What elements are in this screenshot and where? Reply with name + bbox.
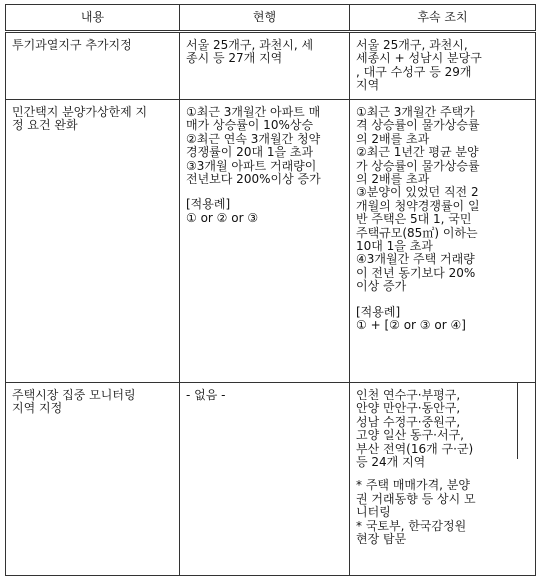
cell-line: 주택시장 집중 모니터링: [12, 388, 136, 402]
cell-line: 등 24개 지역: [356, 455, 426, 470]
cell-line: ④3개월간 주택 거래량: [356, 252, 475, 267]
cell-line: 성남 수정구·중원구,: [356, 414, 461, 429]
cell-line: 주택규모(85㎡) 이하는: [356, 225, 478, 240]
cell-line: 지역: [356, 78, 380, 93]
cell-line: 의 2배를 초과: [356, 131, 430, 146]
current-cell: [180, 32, 350, 100]
cell-line: 이상 증가: [356, 279, 407, 294]
table-row: [6, 32, 536, 100]
cell-line: 10대 1을 초과: [356, 239, 433, 254]
cell-line: ②최근 연속 3개월간 청약: [186, 131, 321, 146]
example-label: [적용례]: [186, 197, 231, 212]
notes-block: [356, 479, 529, 546]
spacer: [356, 294, 529, 306]
cell-line: 부산 전역(16개 구·군): [356, 441, 474, 456]
policy-table: [5, 4, 536, 576]
current-cell: [180, 383, 350, 576]
header-content: 내용: [6, 5, 180, 32]
cell-line: 안양 만안구·동안구,: [356, 401, 461, 416]
cell-line: 가 상승률이 물가상승률: [356, 158, 480, 173]
table-row: [6, 100, 536, 383]
note-line: * 국토부, 한국감정원: [356, 518, 467, 533]
followup-cell: [350, 32, 536, 100]
followup-cell: [350, 383, 536, 576]
cell-line: 전년보다 200%이상 증가: [186, 172, 321, 187]
cell-line: 격 상승률이 물가상승률: [356, 118, 480, 133]
region-bracket-line: [517, 383, 518, 459]
cell-line: 경쟁률이 20대 1을 초과: [186, 145, 314, 160]
cell-line: ①최근 3개월간 아파트 매: [186, 105, 321, 119]
note-line: 권 거래동향 등 상시 모: [356, 491, 476, 506]
example-rule: ① or ② or ③: [186, 210, 259, 225]
followup-cell: [350, 100, 536, 383]
content-cell: [6, 383, 180, 576]
cell-line: 개월의 청약경쟁률이 일: [356, 198, 480, 213]
note-line: * 주택 매매가격, 분양: [356, 478, 470, 493]
cell-line: 반 주택은 5대 1, 국민: [356, 212, 472, 227]
header-current: 현행: [180, 5, 350, 32]
note-line: 니터링: [356, 505, 391, 520]
cell-line: 투기과열지구 추가지정: [12, 38, 132, 52]
cell-line: 서울 25개구, 과천시,: [356, 38, 468, 52]
cell-line: ②최근 1년간 평균 분양: [356, 145, 479, 160]
cell-line: 이 전년 동기보다 20%: [356, 265, 476, 280]
header-followup: 후속 조치: [350, 5, 536, 32]
cell-line: ①최근 3개월간 주택가: [356, 105, 475, 119]
cell-line: 고양 일산 동구·서구,: [356, 428, 464, 443]
cell-line: 인천 연수구·부평구,: [356, 388, 461, 402]
cell-line: 의 2배를 초과: [356, 172, 430, 187]
header-row: [6, 5, 536, 32]
content-cell: [6, 100, 180, 383]
cell-line: 매가 상승률이 10%상승: [186, 118, 314, 133]
cell-line: ③분양이 있었던 직전 2: [356, 185, 479, 200]
example-rule: ① + [② or ③ or ④]: [356, 318, 466, 333]
current-cell: [180, 100, 350, 383]
cell-line: 정 요건 완화: [12, 118, 78, 133]
cell-line: 종시 등 27개 지역: [186, 51, 283, 66]
note-line: 현장 탐문: [356, 532, 407, 547]
cell-line: 민간택지 분양가상한제 지: [12, 105, 148, 119]
content-cell: [6, 32, 180, 100]
example-label: [적용례]: [356, 304, 401, 319]
cell-line: 세종시 + 성남시 분당구: [356, 51, 482, 66]
cell-line: ③3개월 아파트 거래량이: [186, 158, 317, 173]
cell-line: - 없음 -: [186, 388, 226, 402]
table-row: [6, 383, 536, 576]
cell-line: 지역 지정: [12, 401, 63, 416]
cell-line: , 대구 수성구 등 29개: [356, 64, 472, 79]
cell-line: 서울 25개구, 과천시, 세: [186, 38, 314, 52]
